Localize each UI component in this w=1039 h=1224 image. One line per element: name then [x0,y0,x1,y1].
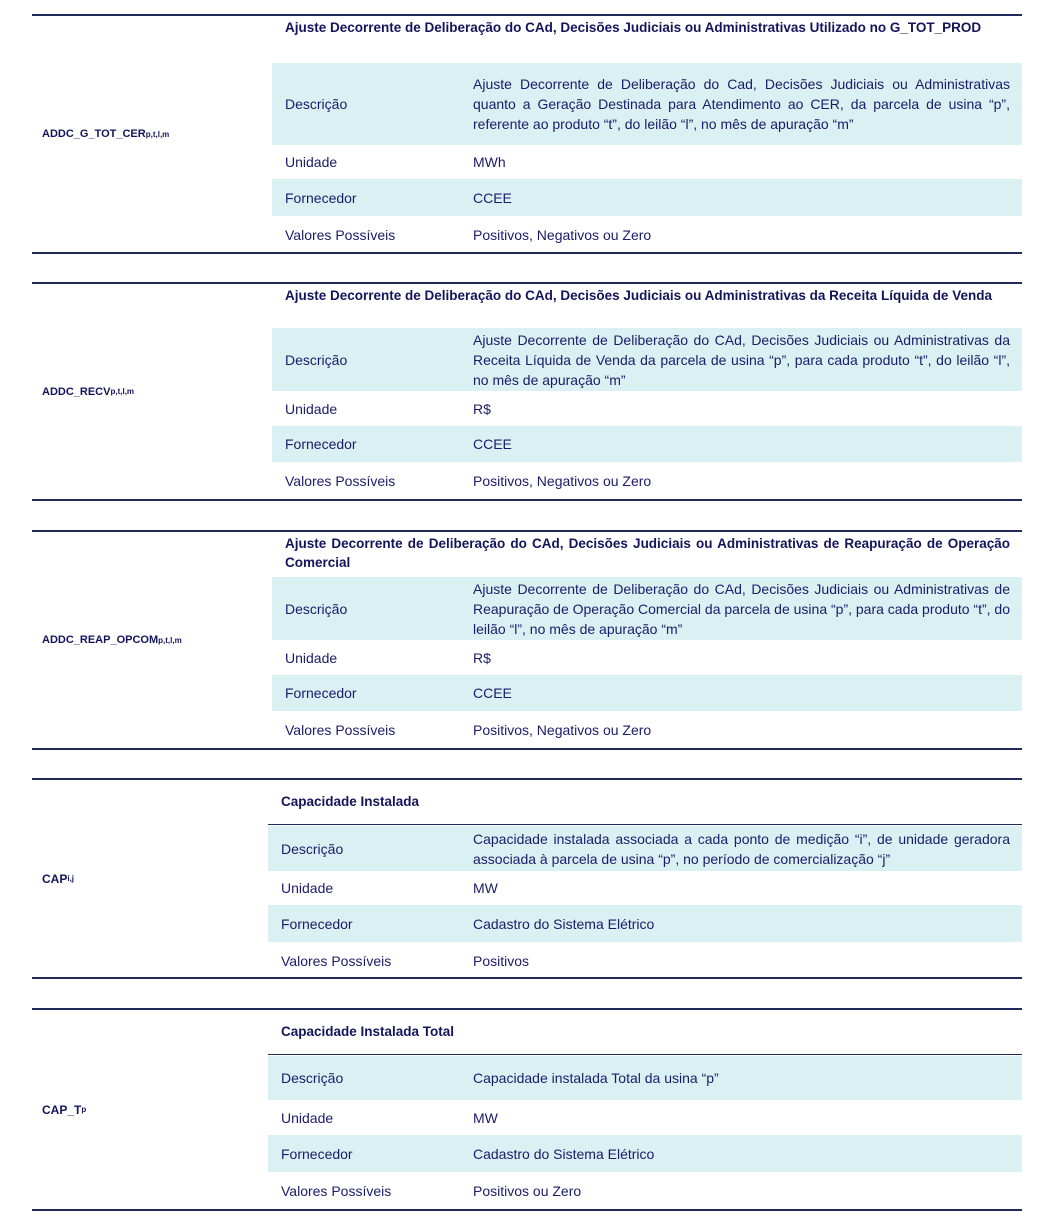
variable-details [268,1010,1022,1209]
row-descricao [272,577,1022,640]
value-fornecedor: Cadastro do Sistema Elétrico [473,1145,655,1162]
variable-title: Ajuste Decorrente de Deliberação do CAd, Decisões Judiciais ou Administrativas Utilizado no G_TOT_PROD [285,20,982,35]
label-valores: Valores Possíveis [281,1182,392,1199]
value-valores: Positivos, Negativos ou Zero [473,721,652,738]
row-unidade [272,640,1022,675]
row-fornecedor [268,905,1022,942]
label-valores: Valores Possíveis [285,472,396,489]
row-descricao [268,826,1022,871]
label-unidade: Unidade [285,400,338,417]
label-fornecedor: Fornecedor [285,189,357,206]
label-fornecedor: Fornecedor [281,1145,353,1162]
label-valores: Valores Possíveis [285,721,396,738]
title-separator [268,824,1022,825]
label-fornecedor: Fornecedor [285,685,357,701]
variable-symbol: CAP [42,871,68,886]
value-fornecedor: CCEE [473,685,512,701]
variable-title: Ajuste Decorrente de Deliberação do CAd, Decisões Judiciais ou Administrativas da Receita Líquida de Venda [285,288,992,303]
variable-title: Capacidade Instalada Total [281,1024,455,1039]
value-unidade: MW [473,880,498,896]
variable-name [42,284,134,499]
row-descricao [272,63,1022,145]
label-unidade: Unidade [285,649,338,666]
row-valores [272,711,1022,748]
row-valores [272,216,1022,254]
row-descricao [272,328,1022,391]
variable-symbol: ADDC_REAP_OPCOM [42,634,159,646]
variable-details [272,532,1022,748]
value-descricao: Ajuste Decorrente de Deliberação do Cad, Decisões Judiciais ou Administrativas quanto a Geração Destinada para Atendimento ao CER, da parcela de usina “p”, referente ao produto “t”, do leilão “l”, no mês de apuração “m” [473,76,1010,132]
variable-block-cap [32,778,1022,979]
value-descricao: Capacidade instalada Total da usina “p” [473,1070,719,1086]
variable-subscript: p,t,l,m [110,387,135,396]
row-valores [268,1172,1022,1209]
row-valores [272,462,1022,499]
row-fornecedor [272,179,1022,216]
label-descricao: Descrição [281,840,344,857]
variable-symbol: ADDC_RECV [42,385,111,398]
title-separator [268,1054,1022,1055]
variable-block-addc-recv [32,282,1022,501]
variable-title: Ajuste Decorrente de Deliberação do CAd, Decisões Judiciais ou Administrativas de Reapuração de Operação Comercial [285,536,1010,570]
variable-name [42,1010,86,1209]
label-unidade: Unidade [285,154,338,170]
label-descricao: Descrição [281,1070,344,1086]
variable-details [272,284,1022,499]
value-fornecedor: CCEE [473,436,512,452]
variable-details [268,780,1022,977]
row-fornecedor [272,426,1022,462]
value-descricao: Ajuste Decorrente de Deliberação do CAd, Decisões Judiciais ou Administrativas de Reapuração de Operação Comercial da parcela de usina “p”, para cada produto “t”, do leilão “l”, no mês de apuração “m” [473,580,1010,637]
value-valores: Positivos ou Zero [473,1182,582,1199]
variable-symbol: ADDC_G_TOT_CER [42,128,146,140]
row-valores [268,942,1022,979]
label-unidade: Unidade [281,1109,334,1126]
value-fornecedor: CCEE [473,189,512,206]
variable-subscript: p,t,l,m [145,129,170,139]
label-descricao: Descrição [285,600,348,617]
value-fornecedor: Cadastro do Sistema Elétrico [473,915,655,932]
value-descricao: Ajuste Decorrente de Deliberação do CAd, Decisões Judiciais ou Administrativas da Receita Líquida de Venda da parcela de usina “p”, para cada produto “t”, do leilão “l”, no mês de apuração “m” [473,331,1010,388]
value-valores: Positivos, Negativos ou Zero [473,227,652,243]
value-unidade: MW [473,1109,498,1126]
label-unidade: Unidade [281,880,334,896]
value-unidade: MWh [473,154,506,170]
row-unidade [272,145,1022,179]
row-fornecedor [272,675,1022,711]
variable-subscript: p,t,l,m [158,635,182,645]
label-fornecedor: Fornecedor [285,436,357,452]
label-descricao: Descrição [285,351,348,368]
row-descricao [268,1056,1022,1100]
variable-name [42,780,74,977]
variable-subscript: i,j [67,874,75,883]
label-valores: Valores Possíveis [285,227,396,243]
variable-title: Capacidade Instalada [281,794,420,809]
value-valores: Positivos [473,952,530,969]
variable-name [42,532,182,748]
variable-subscript: p [81,1105,87,1114]
value-unidade: R$ [473,649,491,666]
row-fornecedor [268,1135,1022,1172]
label-descricao: Descrição [285,96,348,112]
variable-block-addc-reap-opcom [32,530,1022,750]
row-unidade [268,1100,1022,1135]
row-unidade [268,871,1022,905]
value-unidade: R$ [473,400,491,417]
value-valores: Positivos, Negativos ou Zero [473,472,652,489]
label-valores: Valores Possíveis [281,952,392,969]
row-unidade [272,391,1022,426]
variable-symbol: CAP_T [42,1102,82,1117]
label-fornecedor: Fornecedor [281,915,353,932]
variable-block-addc-g-tot-cer [32,14,1022,254]
value-descricao: Capacidade instalada associada a cada ponto de medição “i”, de unidade geradora associada à parcela de usina “p”, no período de comercialização “j” [473,830,1010,867]
variable-name [42,16,169,252]
variable-details [272,16,1022,252]
variable-block-cap-t [32,1008,1022,1211]
